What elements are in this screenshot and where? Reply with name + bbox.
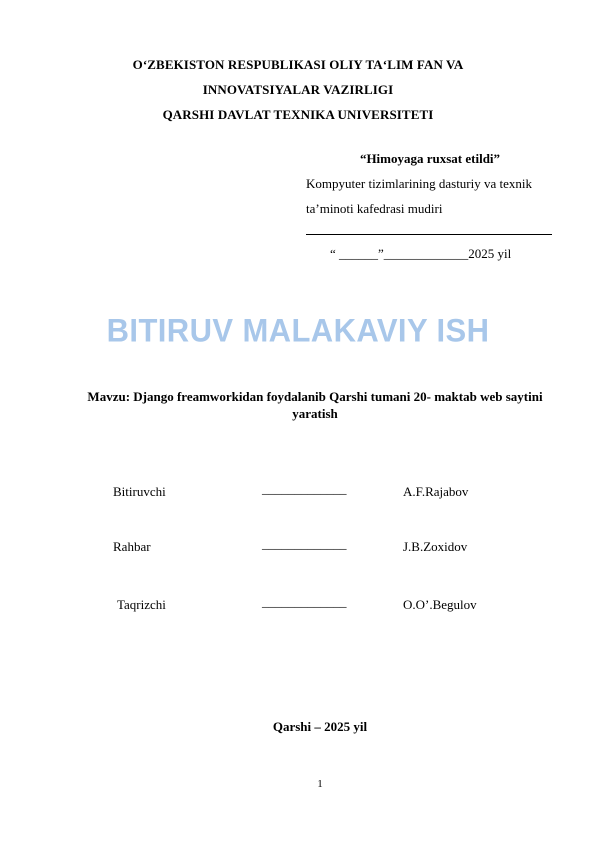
signature-blank-supervisor: _____________ <box>262 536 347 551</box>
signature-role-supervisor: Rahbar <box>113 539 151 554</box>
signature-rule <box>306 234 552 235</box>
ministry-line-2: INNOVATSIYALAR VAZIRLIGI <box>202 82 394 97</box>
approval-department-line-1: Kompyuter tizimlarining dasturiy va texnik <box>306 176 533 191</box>
signature-role-graduate: Bitiruvchi <box>113 484 166 499</box>
document-title: BITIRUV MALAKAVIY ISH <box>106 312 490 349</box>
signature-blank-reviewer: _____________ <box>262 594 347 609</box>
signature-blank-graduate: _____________ <box>262 481 347 496</box>
approval-date-line: “ ______”_____________2025 yil <box>330 246 512 261</box>
signature-role-reviewer: Taqrizchi <box>117 597 166 612</box>
signature-name-reviewer: O.O’.Begulov <box>403 597 477 612</box>
signature-name-supervisor: J.B.Zoxidov <box>403 539 468 554</box>
university-name: QARSHI DAVLAT TEXNIKA UNIVERSITETI <box>162 107 434 122</box>
approval-department-line-2: ta’minoti kafedrasi mudiri <box>306 201 443 216</box>
ministry-line-1: O‘ZBEKISTON RESPUBLIKASI OLIY TA‘LIM FAN VA <box>132 57 464 72</box>
approval-title: “Himoyaga ruxsat etildi” <box>359 151 501 166</box>
signature-name-graduate: A.F.Rajabov <box>403 484 469 499</box>
page-number: 1 <box>317 778 323 790</box>
topic-text: Mavzu: Django freamworkidan foydalanib Qarshi tumani 20- maktab web saytini yaratish <box>87 389 543 421</box>
city-year: Qarshi – 2025 yil <box>272 719 368 734</box>
